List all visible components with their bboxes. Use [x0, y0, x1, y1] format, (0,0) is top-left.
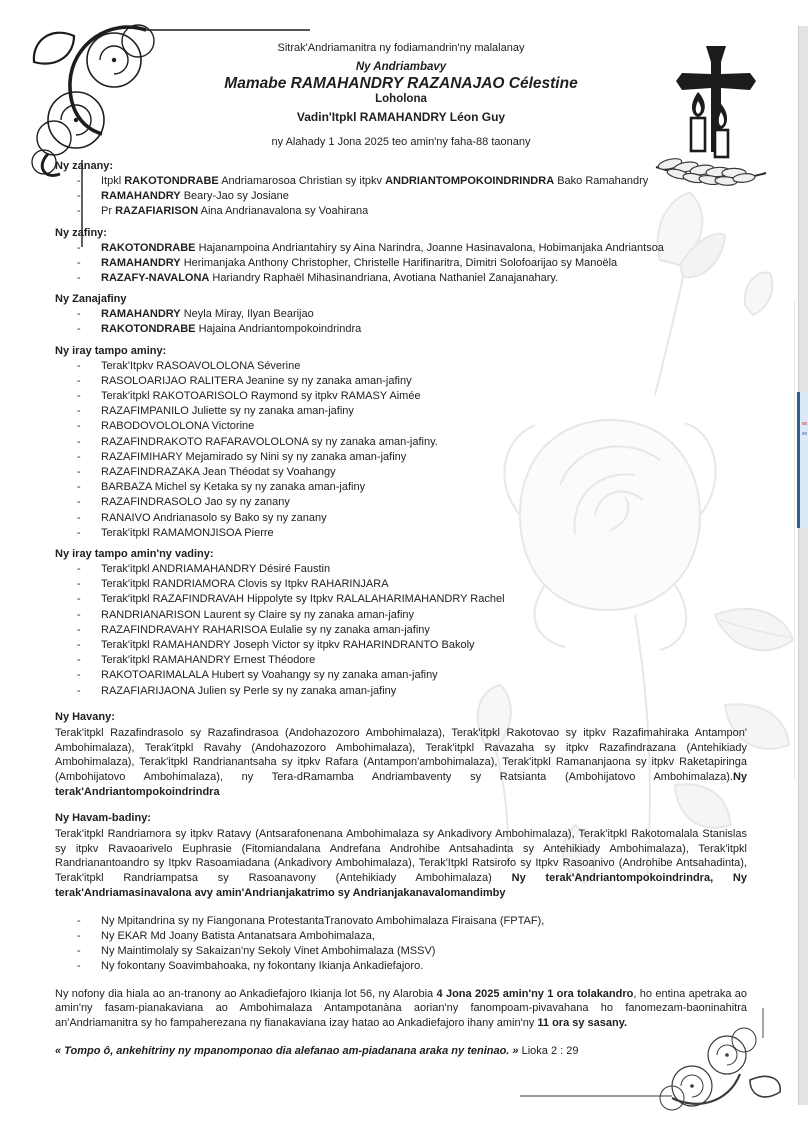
- list-item-text: RAMAHANDRY Neyla Miray, Ilyan Bearijao: [101, 308, 314, 321]
- list-item: [55, 480, 747, 495]
- section-title: Ny zanany:: [55, 160, 114, 172]
- bullet-dash: -: [77, 578, 81, 591]
- list-item-text: Terak'itpkl RAMAHANDRY Ernest Théodore: [101, 654, 316, 667]
- bullet-dash: -: [77, 405, 81, 418]
- bullet-dash: -: [77, 374, 81, 387]
- list-item-text: RAZAFIMPANILO Juliette sy ny zanaka aman-jafiny: [101, 405, 354, 418]
- bullet-dash: -: [77, 623, 81, 636]
- list-item-text: RAZAFY-NAVALONA Hariandry Raphaël Mihasinandriana, Avotiana Nathaniel Zanajanahary.: [101, 272, 559, 285]
- list-item: [55, 271, 747, 286]
- bullet-dash: -: [77, 526, 81, 539]
- bullet-dash: -: [77, 450, 81, 463]
- list-item: [55, 684, 747, 699]
- bullet-dash: -: [77, 272, 81, 285]
- bullet-dash: -: [77, 930, 81, 943]
- list-item: [55, 929, 747, 944]
- section-ny-iray-tampo-aminy: [55, 344, 747, 541]
- section-title: Ny Havam-badiny:: [55, 811, 151, 824]
- deceased-name: Mamabe RAMAHANDRY RAZANAJAO Célestine: [224, 75, 578, 92]
- list-item-text: RABODOVOLOLONA Victorine: [101, 420, 255, 433]
- list-item: [55, 465, 747, 480]
- deceased-title: Ny Andriambavy: [355, 61, 447, 73]
- list-item-text: Ny Maintimolaly sy Sakaizan'ny Sekoly Vinet Ambohimalaza (MSSV): [101, 945, 436, 958]
- section-paragraph: Terak'itpkl Razafindrasolo sy Razafindrasoa (Andohazozoro Ambohimalaza), Terak'itpkl Rakotovao sy itpkv Razafimahiraka Antampon' Ambohimalaza), Terak'itpkl Ravahy (Andohazozoro Ambohimalaza), Terak'itpkl Ravazaha sy itpkv Razafindrazana (Antehikiady Ambohimalaza), Terak'itpkl Randrianantsaha sy itpkv Rafara (Antampon'ambohimalaza), Terak'itpkl Ramananjaona sy itpkv Raketapiringa (Ambohijatovo Ambohimalaza), ny Tera-dRamamba Andriambaventy sy Ratsianta (Ambohijatovo Ambohimalaza).Ny terak'Andriantompokoindrindra: [55, 726, 747, 799]
- list-item: [55, 653, 747, 668]
- list-item: [55, 944, 747, 959]
- list-item: [55, 623, 747, 638]
- section-title: Ny Zanajafiny: [55, 293, 127, 306]
- spouse-line: Vadin'Itpkl RAMAHANDRY Léon Guy: [296, 110, 506, 124]
- section-paragraph: Ny nofony dia hiala ao an-tranony ao Ankadiefajoro Ikianja lot 56, ny Alarobia 4 Jona 2025 amin'ny 1 ora tolakandro, ho entina apetraka ao amin'ny fasam-pianakaviana ao Ambohimalaza Antampotanàna aorian'ny fanompoam-pivavahana ho fanomezam-baoninahitra an'Andriamanitra sy ho fampaherezana ny fianakaviana izay hatao ao Ankadiefajoro ihany amin'ny 11 ora sy sasany.: [55, 987, 748, 1030]
- bible-quote-row: [55, 1044, 747, 1059]
- list-item: [55, 592, 747, 607]
- list-item-text: Ny Mpitandrina sy ny Fiangonana ProtestantaTranovato Ambohimalaza Firaisana (FPTAF),: [101, 914, 545, 927]
- list-item: [55, 638, 747, 653]
- bullet-dash: -: [77, 563, 81, 576]
- bullet-dash: -: [77, 960, 81, 973]
- bullet-dash: -: [77, 256, 81, 269]
- bible-quote-reference: Lioka 2 : 29: [521, 1045, 579, 1058]
- bullet-dash: -: [77, 190, 81, 203]
- list-item-text: Terak'itpkl RAZAFINDRAVAH Hippolyte sy Itpkv RALALAHARIMAHANDRY Rachel: [101, 593, 505, 606]
- list-item: [55, 189, 747, 204]
- bullet-dash: -: [77, 669, 81, 682]
- bullet-dash: -: [77, 914, 81, 927]
- bullet-dash: -: [77, 466, 81, 479]
- section-ny-iray-tampo-amin-ny-vadiny: [55, 547, 747, 699]
- section-ny-havany: [55, 710, 747, 800]
- list-item: [55, 322, 747, 337]
- page-edge-line: [794, 300, 795, 780]
- list-item-text: RAZAFINDRAZAKA Jean Théodat sy Voahangy: [101, 466, 336, 479]
- list-item-text: RASOLOARIJAO RALITERA Jeanine sy ny zanaka aman-jafiny: [101, 374, 412, 387]
- bullet-dash: -: [77, 435, 81, 448]
- scroll-marker-icon: [802, 422, 807, 425]
- list-item: [55, 435, 747, 450]
- list-item-text: RAZAFINDRASOLO Jao sy ny zanany: [101, 496, 290, 509]
- list-item-text: Terak'itpkl RAKOTOARISOLO Raymond sy itpkv RAMASY Aimée: [101, 390, 421, 403]
- bullet-dash: -: [77, 639, 81, 652]
- list-item-text: Ny fokontany Soavimbahoaka, ny fokontany Ikianja Ankadiefajoro.: [101, 960, 424, 973]
- list-item-text: Ny EKAR Md Joany Batista Antanatsara Ambohimalaza,: [101, 930, 375, 943]
- list-item: [55, 562, 747, 577]
- list-item-text: RAKOTONDRABE Hajanampoina Andriantahiry sy Aina Narindra, Joanne Hasinavalona, Hobimanjaka Andriantsoa: [101, 241, 664, 254]
- section-ny-zanajafiny: [55, 292, 747, 337]
- list-item: [55, 495, 747, 510]
- section-ny-havam-badiny: [55, 811, 747, 901]
- list-item-text: RAZAFIARIJAONA Julien sy Perle sy ny zanaka aman-jafiny: [101, 684, 397, 697]
- death-date-line: ny Alahady 1 Jona 2025 teo amin'ny faha-88 taonany: [271, 136, 531, 148]
- list-item: [55, 511, 747, 526]
- list-item: [55, 959, 747, 974]
- bullet-dash: -: [77, 496, 81, 509]
- section-title: Ny iray tampo aminy:: [55, 344, 167, 357]
- section-ny-zanany: [55, 159, 747, 220]
- list-item: [55, 668, 747, 683]
- bullet-dash: -: [77, 654, 81, 667]
- list-item: [55, 174, 747, 189]
- honorific-line: Loholona: [375, 93, 427, 105]
- bullet-dash: -: [77, 359, 81, 372]
- list-item: [55, 450, 747, 465]
- bullet-dash: -: [77, 608, 81, 621]
- list-item: [55, 608, 747, 623]
- list-item: [55, 359, 747, 374]
- bullet-dash: -: [77, 390, 81, 403]
- scrollbar-thumb[interactable]: [797, 392, 808, 528]
- list-item-text: RANAIVO Andrianasolo sy Bako sy ny zanany: [101, 511, 327, 524]
- list-item-text: RAKOTONDRABE Hajaina Andriantompokoindrindra: [101, 323, 362, 336]
- page-edge-shadow: [798, 26, 808, 1105]
- list-item: [55, 374, 747, 389]
- list-item: [55, 577, 747, 592]
- section-title: Ny zafiny:: [55, 226, 107, 239]
- list-item-text: RAZAFINDRAKOTO RAFARAVOLOLONA sy ny zanaka aman-jafiny.: [101, 435, 438, 448]
- list-item: [55, 256, 747, 271]
- bullet-dash: -: [77, 593, 81, 606]
- section-ny-zafiny: [55, 226, 747, 287]
- announcement-body: [55, 42, 747, 1059]
- section-title: Ny Havany:: [55, 710, 115, 723]
- list-item: [55, 307, 747, 322]
- list-item-text: RANDRIANARISON Laurent sy Claire sy ny zanaka aman-jafiny: [101, 608, 415, 621]
- section-paragraph: Terak'itpkl Randriamora sy itpkv Ratavy (Antsarafonenana Ambohimalaza sy Ankadivory Ambohimalaza), Terak'itpkl Rakotomalala Stanislas sy itpkv Ravaoarivelo Euphrasie (Fitomiandalana Andrefana Androhibe Antsahadinta sy Antehikiady Ambohimalaza), Terak'itpkl Randrianantoandro sy Itpkv Rasoamiadana (Ankadivory Ambohimalaza), Terak'Itpkl Ratsirofo sy Itpkv Rasoanivo (Androhibe Antsahadinta), Terak'itpkl Randriampatsa sy Rasoanavony (Antehikiady Ambohimalaza) Ny terak'Andriantompokoindrindra, Ny terak'Andriamasinavalona avy amin'Andrianjakatrimo sy Andrianjakanavalomandimby: [55, 827, 747, 900]
- list-item-text: Pr RAZAFIARISON Aina Andrianavalona sy Voahirana: [101, 205, 369, 218]
- list-item: [55, 389, 747, 404]
- list-item-text: Terak'itpkl ANDRIAMAHANDRY Désiré Faustin: [101, 563, 331, 576]
- bullet-dash: -: [77, 945, 81, 958]
- list-item-text: Terak'Itpkv RASOAVOLOLONA Séverine: [101, 359, 301, 372]
- bullet-dash: -: [77, 481, 81, 494]
- list-item-text: Terak'itpkl RANDRIAMORA Clovis sy Itpkv RAHARINJARA: [101, 578, 389, 591]
- bullet-dash: -: [77, 420, 81, 433]
- list-item-text: BARBAZA Michel sy Ketaka sy ny zanaka aman-jafiny: [101, 481, 366, 494]
- list-item-text: RAKOTOARIMALALA Hubert sy Voahangy sy ny zanaka aman-jafiny: [101, 669, 438, 682]
- list-item-text: Terak'itpkl RAMAMONJISOA Pierre: [101, 526, 274, 539]
- list-item-text: Itpkl RAKOTONDRABE Andriamarosoa Christian sy itpkv ANDRIANTOMPOKOINDRINDRA Bako Ramahandry: [101, 175, 649, 187]
- bullet-dash: -: [77, 684, 81, 697]
- list-item-text: Terak'itpkl RAMAHANDRY Joseph Victor sy itpkv RAHARINDRANTO Bakoly: [101, 639, 475, 652]
- bible-quote: « Tompo ô, ankehitriny ny mpanomponao dia alefanao am-piadanana araka ny teninao. »: [55, 1045, 519, 1058]
- invocation-line: Sitrak'Andriamanitra ny fodiamandrin'ny malalanay: [277, 42, 525, 54]
- list-item: [55, 404, 747, 419]
- section-fikambanana: [55, 914, 747, 975]
- bullet-dash: -: [77, 175, 81, 187]
- section-famangiana: [55, 987, 747, 1031]
- list-item-text: RAZAFIMIHARY Mejamirado sy Nini sy ny zanaka aman-jafiny: [101, 450, 407, 463]
- list-item: [55, 419, 747, 434]
- bullet-dash: -: [77, 308, 81, 321]
- list-item-text: RAMAHANDRY Beary-Jao sy Josiane: [101, 190, 289, 203]
- list-item-text: RAMAHANDRY Herimanjaka Anthony Christopher, Christelle Harifinaritra, Dimitri Solofoarijao sy Manoëla: [101, 256, 618, 269]
- list-item: [55, 526, 747, 541]
- section-title: Ny iray tampo amin'ny vadiny:: [55, 548, 214, 561]
- list-item: [55, 204, 747, 219]
- sections-container: [55, 159, 747, 1031]
- bullet-dash: -: [77, 241, 81, 254]
- scroll-marker-icon: [802, 432, 807, 435]
- list-item-text: RAZAFINDRAVAHY RAHARISOA Eulalie sy ny zanaka aman-jafiny: [101, 623, 430, 636]
- list-item: [55, 241, 747, 256]
- list-item: [55, 914, 747, 929]
- bullet-dash: -: [77, 511, 81, 524]
- bullet-dash: -: [77, 205, 81, 218]
- bullet-dash: -: [77, 323, 81, 336]
